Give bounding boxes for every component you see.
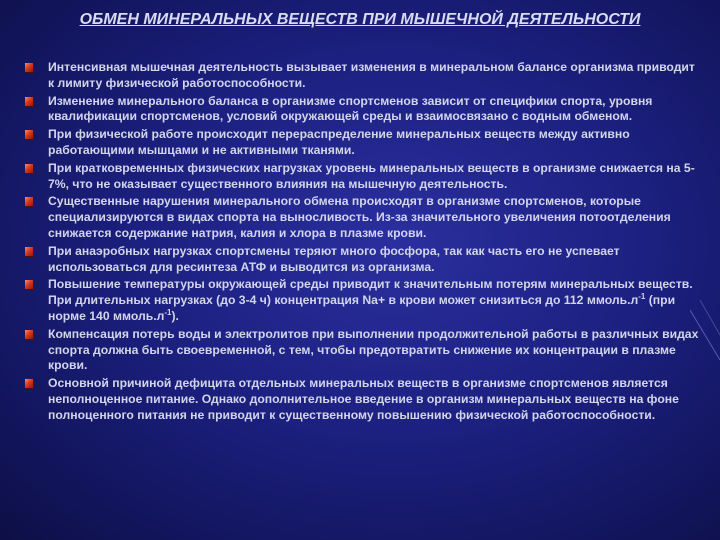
bullet-text: При анаэробных нагрузках спортсмены теряют много фосфора, так как часть его не успевает использоваться для ресинтеза АТФ и выводится из организма.: [48, 243, 620, 274]
decorative-lines: [690, 300, 720, 380]
bullet-text: При кратковременных физических нагрузках уровень минеральных веществ в организме снижается на 5-7%, что не оказывает существенного влияния на мышечную деятельность.: [48, 160, 695, 191]
bullet-text: Изменение минерального баланса в организме спортсменов зависит от специфики спорта, уровня квалификации спортсменов, условий окружающей среды и взаимосвязано с водным обменом.: [48, 93, 653, 124]
bullet-text: Существенные нарушения минерального обмена происходят в организме спортсменов, которые специализируются в видах спорта на выносливость. Из-за значительного увеличения потоотделения снижается содержание натрия, калия и хлора в плазме крови.: [48, 194, 671, 240]
bullet-text: Компенсация потерь воды и электролитов при выполнении продолжительной работы в различных видах спорта должна быть своевременной, с тем, чтобы предотвратить снижение их концентрации в плазме крови.: [48, 326, 699, 373]
bullet-text: Интенсивная мышечная деятельность вызывает изменения в минеральном балансе организма приводит к лимиту физической работоспособности.: [48, 60, 695, 90]
list-item: [20, 94, 700, 126]
list-item: [20, 277, 700, 324]
bullet-icon: [25, 330, 33, 339]
list-item: [20, 244, 700, 276]
bullet-icon: [25, 280, 33, 289]
slide-title: ОБМЕН МИНЕРАЛЬНЫХ ВЕЩЕСТВ ПРИ МЫШЕЧНОЙ ДЕЯТЕЛЬНОСТИ: [79, 11, 641, 28]
bullet-text: При физической работе происходит перераспределение минеральных веществ между активно работающими мышцами и не активными тканями.: [48, 127, 630, 157]
bullet-icon: [25, 379, 33, 388]
bullet-icon: [25, 197, 33, 206]
bullet-text: Повышение температуры окружающей среды приводит к значительным потерям минеральных веществ. При длительных нагрузках (до 3-4 ч) концентрация Na+ в крови может снизиться до 112 $ммоль.л^{-1}$ (при норме 140 $ммоль.л^{-1}$).: [48, 277, 693, 323]
bullet-icon: [25, 247, 33, 256]
bullet-icon: [25, 130, 33, 139]
list-item: [20, 127, 700, 159]
bullet-icon: [25, 63, 33, 72]
bullet-text: Основной причиной дефицита отдельных минеральных веществ в организме спортсменов является неполноценное питание. Однако дополнительное введение в организм минеральных веществ на фоне полноценного питания не приводит к существенному повышению физической работоспособности.: [48, 376, 679, 422]
bullet-icon: [25, 97, 33, 106]
bullet-icon: [25, 164, 33, 173]
bullet-list: [20, 60, 700, 424]
list-item: [20, 194, 700, 241]
list-item: [20, 60, 700, 92]
list-item: [20, 376, 700, 423]
list-item: [20, 161, 700, 193]
list-item: [20, 327, 700, 374]
